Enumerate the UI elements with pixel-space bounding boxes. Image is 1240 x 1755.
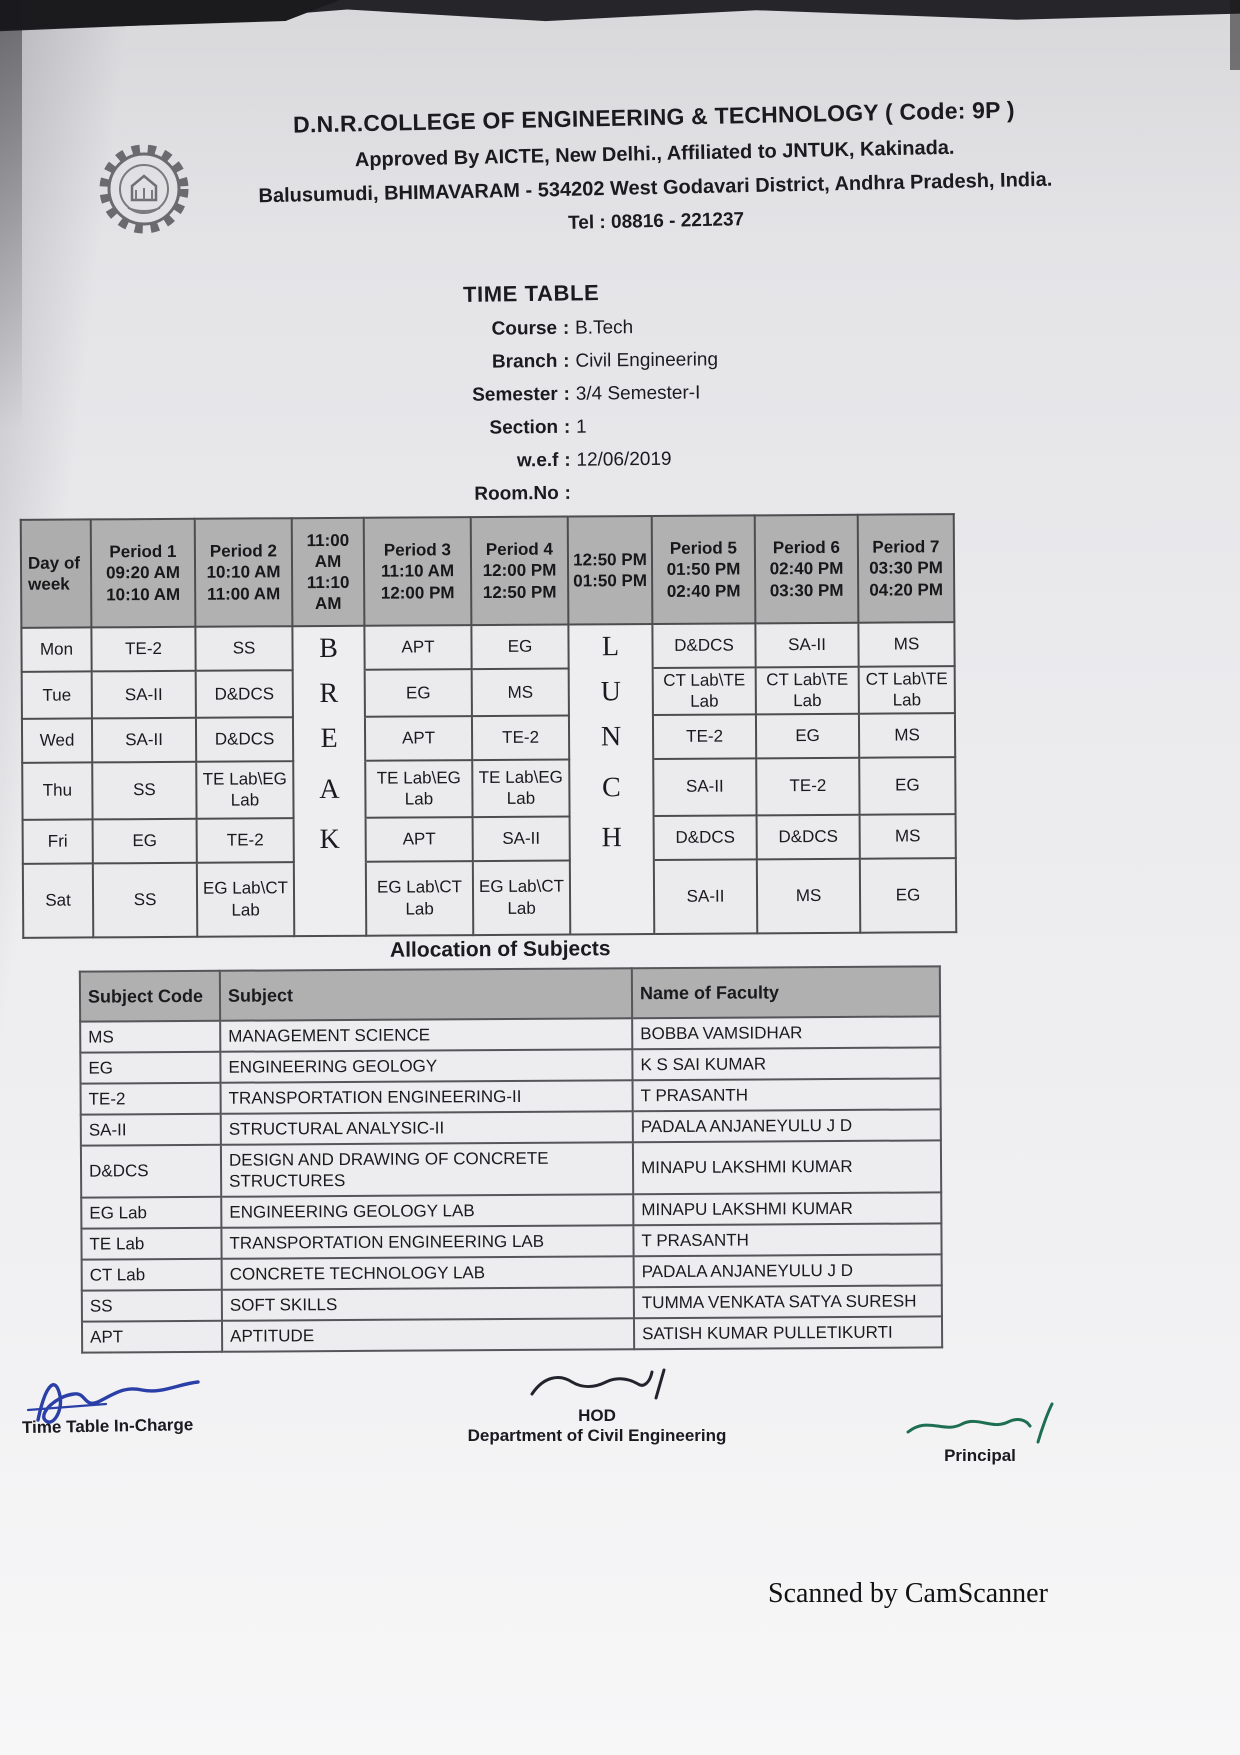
subject-name: SOFT SKILLS bbox=[222, 1287, 634, 1321]
faculty-name: BOBBA VAMSIDHAR bbox=[632, 1016, 940, 1049]
timetable-cell: APT bbox=[366, 817, 473, 862]
lunch-letter: U bbox=[569, 668, 653, 715]
timetable-corner-header: Day of week bbox=[21, 519, 92, 627]
timetable-cell: TE-2 bbox=[472, 715, 569, 760]
college-header bbox=[149, 93, 1161, 243]
timetable-cell: CT Lab\TE Lab bbox=[859, 666, 955, 713]
incharge-label: Time Table In-Charge bbox=[21, 1415, 194, 1438]
allocation-title: Allocation of Subjects bbox=[389, 937, 611, 962]
timetable-cell: MS bbox=[860, 814, 956, 859]
info-separator: : bbox=[563, 416, 571, 438]
timetable-cell: EG bbox=[756, 713, 859, 758]
timetable-cell: EG Lab\CT Lab bbox=[197, 862, 294, 937]
subject-code: CT Lab bbox=[82, 1259, 222, 1291]
timetable-cell: MS bbox=[757, 858, 860, 933]
timetable-period6-header: Period 6 02:40 PM 03:30 PM bbox=[755, 515, 859, 624]
college-approval-line: Approved By AICTE, New Delhi., Affiliated to JNTUK, Kakinada. bbox=[354, 136, 955, 172]
camscanner-watermark: Scanned by CamScanner bbox=[768, 1578, 1048, 1609]
timetable-row-mon bbox=[21, 622, 954, 672]
info-value: B.Tech bbox=[574, 317, 634, 339]
timetable-cell: TE-2 bbox=[756, 757, 859, 815]
subject-name: TRANSPORTATION ENGINEERING LAB bbox=[221, 1225, 633, 1259]
timetable-cell: SA-II bbox=[653, 758, 756, 816]
info-label: Branch bbox=[491, 350, 558, 373]
info-label: w.e.f bbox=[516, 449, 559, 472]
timetable-cell: EG Lab\CT Lab bbox=[366, 861, 473, 936]
timetable-day: Tue bbox=[22, 671, 92, 718]
timetable-row-fri bbox=[23, 814, 956, 864]
info-row-semester bbox=[380, 382, 719, 407]
timetable-cell: D&DCS bbox=[196, 717, 293, 762]
subject-name: DESIGN AND DRAWING OF CONCRETE STRUCTURES bbox=[221, 1142, 633, 1197]
break-letter: A bbox=[293, 760, 365, 817]
timetable-cell: D&DCS bbox=[652, 623, 755, 668]
info-separator: : bbox=[564, 482, 572, 504]
subject-name: MANAGEMENT SCIENCE bbox=[220, 1018, 632, 1052]
scan-edge-left-shadow bbox=[0, 0, 22, 430]
signature-principal bbox=[900, 1398, 1060, 1466]
timetable-row-thu bbox=[22, 757, 955, 820]
principal-signature-scribble bbox=[900, 1398, 1060, 1446]
timetable-row-tue bbox=[22, 666, 955, 718]
lunch-letter: N bbox=[569, 714, 653, 759]
timetable-cell: APT bbox=[365, 716, 472, 761]
faculty-name: MINAPU LAKSHMI KUMAR bbox=[633, 1140, 941, 1194]
timetable-cell: CT Lab\TE Lab bbox=[756, 667, 859, 714]
allocation-header-faculty: Name of Faculty bbox=[632, 966, 940, 1018]
timetable-cell: TE Lab\EG Lab bbox=[365, 760, 472, 818]
subject-name: APTITUDE bbox=[222, 1318, 634, 1352]
hod-label: HOD bbox=[578, 1406, 616, 1425]
timetable-day: Wed bbox=[22, 718, 92, 762]
subject-code: D&DCS bbox=[81, 1145, 221, 1198]
faculty-name: MINAPU LAKSHMI KUMAR bbox=[633, 1192, 941, 1225]
lunch-letter bbox=[570, 859, 654, 934]
break-letter: R bbox=[293, 670, 365, 717]
faculty-name: SATISH KUMAR PULLETIKURTI bbox=[634, 1316, 942, 1349]
info-row-course bbox=[379, 316, 718, 341]
timetable-grid bbox=[20, 513, 958, 938]
faculty-name: TUMMA VENKATA SATYA SURESH bbox=[634, 1285, 942, 1318]
subject-code: APT bbox=[82, 1321, 222, 1353]
allocation-header-code: Subject Code bbox=[80, 971, 220, 1022]
lunch-letter: L bbox=[568, 624, 652, 669]
timetable-cell: EG Lab\CT Lab bbox=[473, 860, 570, 935]
timetable-row-sat bbox=[23, 858, 956, 938]
scan-edge-right bbox=[1230, 0, 1240, 70]
info-row-wef bbox=[380, 448, 719, 473]
break-letter: E bbox=[293, 716, 365, 760]
faculty-name: PADALA ANJANEYULU J D bbox=[634, 1254, 942, 1287]
subject-name: ENGINEERING GEOLOGY LAB bbox=[221, 1194, 633, 1228]
timetable-period3-header: Period 3 11:10 AM 12:00 PM bbox=[364, 517, 472, 626]
page-title: TIME TABLE bbox=[462, 280, 600, 307]
allocation-row bbox=[81, 1140, 941, 1197]
info-separator: : bbox=[563, 383, 571, 405]
info-value: 12/06/2019 bbox=[576, 448, 672, 471]
timetable-cell: APT bbox=[364, 625, 471, 670]
subject-code: TE-2 bbox=[81, 1083, 221, 1115]
timetable-period5-header: Period 5 01:50 PM 02:40 PM bbox=[652, 515, 756, 624]
subject-code: EG bbox=[80, 1052, 220, 1084]
timetable-period4-header: Period 4 12:00 PM 12:50 PM bbox=[471, 517, 569, 626]
subject-code: TE Lab bbox=[81, 1228, 221, 1260]
course-info-block bbox=[379, 316, 720, 518]
info-value: 1 bbox=[575, 416, 587, 438]
college-phone-line: Tel : 08816 - 221237 bbox=[567, 209, 745, 234]
timetable-cell: SA-II bbox=[92, 717, 196, 762]
info-label: Section bbox=[489, 416, 559, 439]
timetable-cell: D&DCS bbox=[757, 814, 860, 859]
timetable-header-row bbox=[21, 514, 955, 628]
timetable-day: Sat bbox=[23, 863, 93, 937]
timetable-cell: TE Lab\EG Lab bbox=[196, 761, 293, 819]
timetable-cell: EG bbox=[860, 858, 956, 933]
info-label: Course bbox=[491, 317, 558, 340]
subject-name: TRANSPORTATION ENGINEERING-II bbox=[221, 1080, 633, 1114]
subject-code: MS bbox=[80, 1021, 220, 1053]
hod-department-label: Department of Civil Engineering bbox=[467, 1426, 727, 1445]
lunch-letter: C bbox=[569, 758, 653, 816]
allocation-table bbox=[79, 965, 943, 1353]
timetable-cell: MS bbox=[859, 713, 955, 758]
hod-signature-scribble bbox=[522, 1364, 672, 1406]
timetable-day: Thu bbox=[22, 762, 92, 819]
timetable-cell: SS bbox=[93, 862, 197, 937]
timetable-break-header: 11:00 AM 11:10 AM bbox=[292, 518, 365, 626]
timetable-cell: EG bbox=[93, 818, 197, 863]
subject-code: SA-II bbox=[81, 1114, 221, 1146]
info-row-room bbox=[381, 481, 720, 506]
faculty-name: K S SAI KUMAR bbox=[632, 1047, 940, 1080]
subject-code: SS bbox=[82, 1290, 222, 1322]
faculty-name: PADALA ANJANEYULU J D bbox=[633, 1109, 941, 1142]
timetable-cell: TE-2 bbox=[197, 818, 294, 863]
info-row-section bbox=[380, 415, 719, 440]
timetable-cell: SA-II bbox=[755, 623, 858, 668]
timetable-cell: SA-II bbox=[473, 816, 570, 861]
college-name: D.N.R.COLLEGE OF ENGINEERING & TECHNOLOGY ( Code: 9P ) bbox=[292, 96, 1015, 138]
timetable-period2-header: Period 2 10:10 AM 11:00 AM bbox=[195, 518, 293, 627]
timetable-cell: SS bbox=[195, 626, 292, 671]
signature-hod bbox=[452, 1364, 742, 1446]
principal-label: Principal bbox=[944, 1446, 1016, 1465]
timetable-period1-header: Period 1 09:20 AM 10:10 AM bbox=[91, 519, 196, 628]
info-row-branch bbox=[379, 349, 718, 374]
subject-name: CONCRETE TECHNOLOGY LAB bbox=[222, 1256, 634, 1290]
timetable-cell: TE-2 bbox=[91, 627, 195, 672]
allocation-row bbox=[82, 1316, 942, 1352]
timetable-row-wed bbox=[22, 713, 955, 763]
allocation-header-row bbox=[80, 966, 940, 1021]
timetable-cell: EG bbox=[365, 669, 472, 716]
break-letter bbox=[294, 861, 366, 935]
timetable-cell: MS bbox=[472, 669, 569, 716]
break-letter: B bbox=[292, 626, 364, 670]
timetable-cell: EG bbox=[859, 757, 955, 815]
timetable-cell: SA-II bbox=[654, 859, 757, 934]
timetable-cell: SS bbox=[92, 761, 196, 819]
info-label: Semester bbox=[472, 383, 558, 406]
timetable-cell: D&DCS bbox=[196, 670, 293, 717]
allocation-header-subject: Subject bbox=[220, 968, 632, 1021]
timetable-day: Fri bbox=[23, 819, 93, 863]
info-value: 3/4 Semester-I bbox=[575, 382, 701, 405]
info-label: Room.No bbox=[474, 482, 559, 505]
signature-incharge bbox=[22, 1366, 262, 1436]
subject-code: EG Lab bbox=[81, 1197, 221, 1229]
timetable-cell: SA-II bbox=[92, 671, 196, 718]
break-letter: K bbox=[294, 817, 366, 861]
timetable-cell: EG bbox=[471, 625, 568, 670]
info-separator: : bbox=[564, 449, 571, 471]
scan-edge-corner bbox=[0, 0, 340, 30]
lunch-letter: H bbox=[570, 815, 654, 860]
timetable-cell: TE Lab\EG Lab bbox=[472, 759, 569, 817]
timetable-cell: CT Lab\TE Lab bbox=[653, 667, 756, 714]
info-value: Civil Engineering bbox=[575, 349, 719, 372]
info-separator: : bbox=[562, 317, 570, 339]
subject-name: STRUCTURAL ANALYSIC-II bbox=[221, 1111, 633, 1145]
info-separator: : bbox=[563, 350, 570, 372]
timetable-cell: MS bbox=[858, 622, 954, 667]
timetable-day: Mon bbox=[21, 627, 91, 671]
timetable-cell: D&DCS bbox=[654, 815, 757, 860]
college-address-line: Balusumudi, BHIMAVARAM - 534202 West Godavari District, Andhra Pradesh, India. bbox=[258, 168, 1053, 208]
timetable-period7-header: Period 7 03:30 PM 04:20 PM bbox=[858, 514, 955, 623]
faculty-name: T PRASANTH bbox=[633, 1078, 941, 1111]
timetable-cell: TE-2 bbox=[653, 714, 756, 759]
timetable-lunch-header: 12:50 PM 01:50 PM bbox=[568, 516, 653, 625]
faculty-name: T PRASANTH bbox=[633, 1223, 941, 1256]
subject-name: ENGINEERING GEOLOGY bbox=[220, 1049, 632, 1083]
